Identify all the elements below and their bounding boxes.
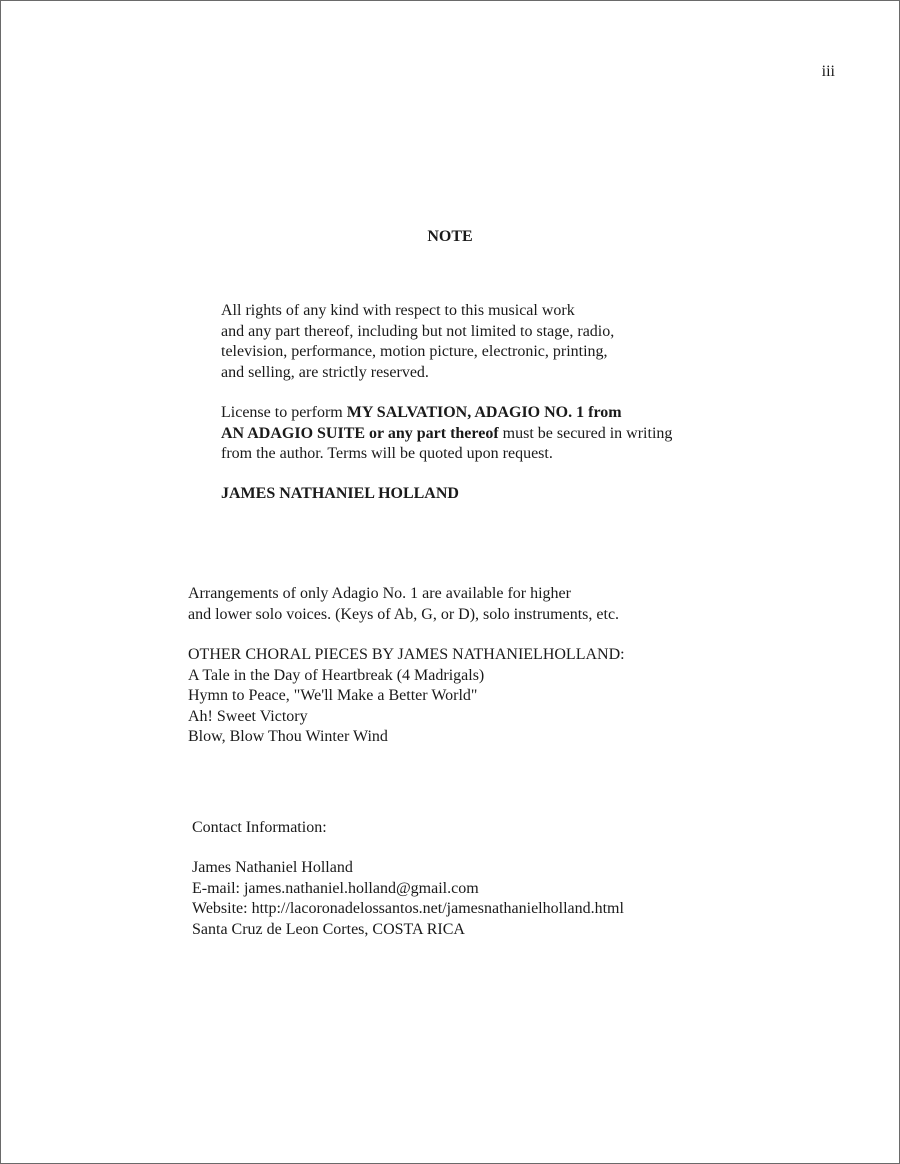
note-title: NOTE: [427, 228, 473, 245]
rights-line: and selling, are strictly reserved.: [221, 363, 429, 381]
license-work-title: MY SALVATION, ADAGIO NO. 1 from: [346, 404, 622, 421]
license-prefix: License to perform: [221, 404, 347, 421]
author-name: JAMES NATHANIEL HOLLAND: [221, 485, 459, 502]
list-item: Ah! Sweet Victory: [188, 707, 308, 725]
list-item: A Tale in the Day of Heartbreak (4 Madrigals): [188, 666, 485, 684]
license-line: [221, 424, 672, 445]
page-number: iii: [821, 63, 835, 80]
list-item: Hymn to Peace, "We'll Make a Better World": [188, 687, 478, 704]
contact-name: James Nathaniel Holland: [192, 859, 353, 876]
contact-website: Website: http://lacoronadelossantos.net/jamesnathanielholland.html: [192, 900, 624, 917]
license-line: from the author. Terms will be quoted upon request.: [221, 445, 553, 462]
contact-heading: Contact Information:: [192, 819, 327, 836]
rights-line: and any part thereof, including but not limited to stage, radio,: [221, 322, 615, 340]
list-item: Blow, Blow Thou Winter Wind: [188, 728, 388, 745]
contact-location: Santa Cruz de Leon Cortes, COSTA RICA: [192, 920, 465, 938]
arrangements-paragraph: [188, 584, 619, 625]
contact-details: [192, 858, 624, 940]
arrangements-line: Arrangements of only Adagio No. 1 are available for higher: [188, 585, 571, 602]
rights-line: All rights of any kind with respect to this musical work: [221, 302, 575, 319]
license-line: [221, 403, 672, 424]
other-pieces-list: [188, 645, 625, 748]
rights-line: television, performance, motion picture, electronic, printing,: [221, 343, 608, 360]
license-suffix: must be secured in writing: [498, 424, 673, 442]
license-work-subtitle: AN ADAGIO SUITE or any part thereof: [221, 424, 499, 442]
rights-paragraph: [221, 301, 614, 383]
other-pieces-heading: OTHER CHORAL PIECES BY JAMES NATHANIELHOLLAND:: [188, 646, 625, 663]
contact-email: E-mail: james.nathaniel.holland@gmail.com: [192, 879, 479, 897]
license-paragraph: [221, 403, 672, 465]
arrangements-line: and lower solo voices. (Keys of Ab, G, or D), solo instruments, etc.: [188, 605, 620, 623]
